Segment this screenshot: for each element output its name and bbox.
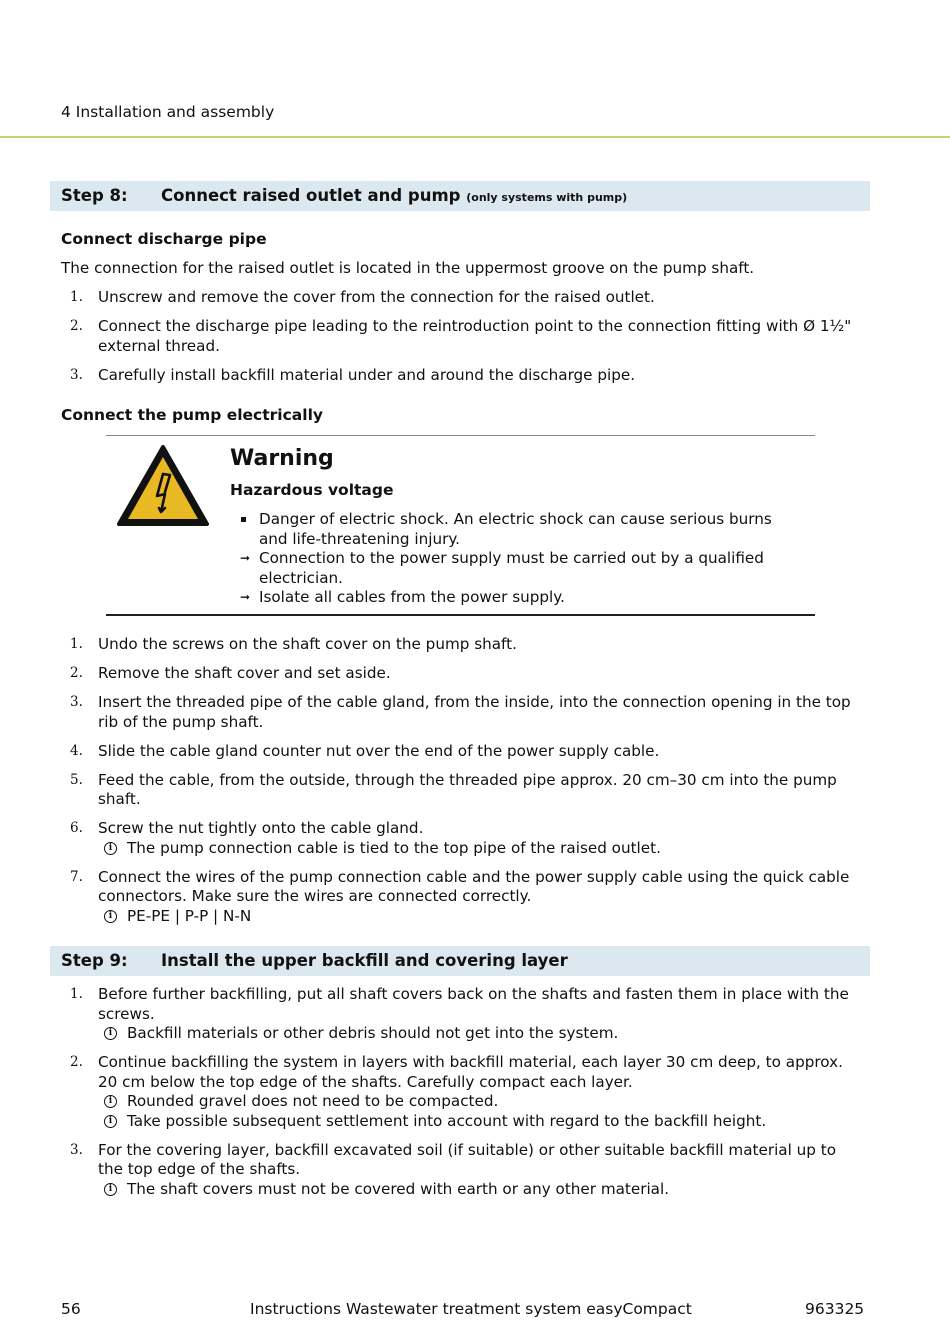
list-item-number: 3. bbox=[70, 694, 83, 710]
info-note bbox=[98, 1092, 861, 1112]
list-item-number: 1. bbox=[70, 289, 83, 305]
header-divider bbox=[0, 136, 950, 138]
warning-top-rule bbox=[106, 435, 815, 436]
list-item-number: 2. bbox=[70, 318, 83, 334]
warning-item-text: Isolate all cables from the power supply. bbox=[259, 588, 565, 606]
list-item-number: 3. bbox=[70, 366, 83, 383]
warning-items bbox=[240, 510, 800, 608]
step-8-title-text: Connect raised outlet and pump bbox=[161, 186, 461, 205]
info-icon: i bbox=[104, 910, 117, 923]
list-item-text: Continue backfilling the system in layers with backfill material, each layer 30 cm deep, to approx. 20 cm below the top edge of the shafts. Carefully compact each layer. bbox=[98, 1053, 843, 1091]
list-item-text: Slide the cable gland counter nut over the end of the power supply cable. bbox=[98, 741, 660, 760]
warning-item-text: Danger of electric shock. An electric shock can cause serious burns and life-threatening injury. bbox=[259, 510, 772, 548]
list-item bbox=[61, 819, 861, 858]
step-8-title bbox=[161, 186, 627, 208]
step-9-number: Step 9: bbox=[61, 951, 128, 970]
discharge-heading: Connect discharge pipe bbox=[61, 230, 267, 248]
list-item-text: Remove the shaft cover and set aside. bbox=[98, 664, 391, 682]
arrow-right-icon: ➞ bbox=[240, 551, 251, 565]
step-8-title-note: (only systems with pump) bbox=[466, 191, 628, 204]
list-item-number: 4. bbox=[70, 742, 83, 759]
list-item-number: 2. bbox=[70, 665, 83, 681]
electrical-heading: Connect the pump electrically bbox=[61, 406, 323, 424]
info-note-text: The shaft covers must not be covered with earth or any other material. bbox=[127, 1179, 670, 1198]
info-note-text: PE-PE | P-P | N-N bbox=[127, 906, 252, 925]
info-note bbox=[98, 1024, 861, 1044]
warning-item bbox=[240, 510, 800, 549]
list-item-text: Feed the cable, from the outside, through the threaded pipe approx. 20 cm–30 cm into the pump shaft. bbox=[98, 770, 837, 808]
list-item-number: 2. bbox=[70, 1054, 83, 1070]
list-item-number: 6. bbox=[70, 820, 83, 836]
list-item-number: 1. bbox=[70, 636, 83, 652]
list-item bbox=[61, 868, 861, 927]
warning-bottom-rule bbox=[106, 614, 815, 616]
list-item-text: Insert the threaded pipe of the cable gland, from the inside, into the connection opening in the top rib of the pump shaft. bbox=[98, 693, 851, 731]
document-title: Instructions Wastewater treatment system easyCompact bbox=[250, 1300, 692, 1318]
list-item-text: Before further backfilling, put all shaft covers back on the shafts and fasten them in place with the screws. bbox=[98, 985, 849, 1023]
list-item bbox=[61, 288, 861, 308]
info-icon: i bbox=[104, 1183, 117, 1196]
list-item-number: 1. bbox=[70, 986, 83, 1002]
list-item-text: For the covering layer, backfill excavated soil (if suitable) or other suitable backfill material up to the top edge of the shafts. bbox=[98, 1140, 836, 1178]
list-item-number: 5. bbox=[70, 771, 83, 788]
step-8-number: Step 8: bbox=[61, 186, 128, 205]
discharge-intro: The connection for the raised outlet is located in the uppermost groove on the pump shaft. bbox=[61, 259, 755, 277]
document-number: 963325 bbox=[805, 1300, 865, 1318]
list-item-text: Unscrew and remove the cover from the connection for the raised outlet. bbox=[98, 288, 655, 306]
info-icon: i bbox=[104, 1027, 117, 1040]
arrow-right-icon: ➞ bbox=[240, 590, 251, 604]
bullet-square-icon bbox=[241, 517, 246, 522]
list-item bbox=[61, 1141, 861, 1200]
list-item bbox=[61, 693, 861, 732]
list-item-text: Carefully install backfill material under and around the discharge pipe. bbox=[98, 365, 636, 384]
list-item bbox=[61, 635, 861, 655]
electrical-steps bbox=[61, 635, 861, 936]
info-icon: i bbox=[104, 1115, 117, 1128]
list-item-number: 3. bbox=[70, 1141, 83, 1158]
list-item bbox=[61, 366, 861, 386]
warning-item bbox=[240, 588, 800, 608]
warning-title: Warning bbox=[230, 446, 334, 471]
list-item bbox=[61, 317, 861, 356]
list-item bbox=[61, 771, 861, 810]
list-item-text: Connect the discharge pipe leading to the reintroduction point to the connection fitting with Ø 1½" external thread. bbox=[98, 317, 852, 355]
info-note-text: Rounded gravel does not need to be compacted. bbox=[127, 1092, 499, 1110]
info-note-text: Take possible subsequent settlement into account with regard to the backfill height. bbox=[127, 1111, 767, 1130]
list-item-text: Connect the wires of the pump connection cable and the power supply cable using the quick cable connectors. Make sure the wires are connected correctly. bbox=[98, 867, 850, 905]
info-note bbox=[98, 907, 861, 927]
list-item-text: Screw the nut tightly onto the cable gland. bbox=[98, 819, 424, 837]
list-item bbox=[61, 742, 861, 762]
info-note bbox=[98, 839, 861, 859]
step-9-steps bbox=[61, 985, 861, 1209]
electric-hazard-icon bbox=[116, 444, 210, 528]
list-item-number: 7. bbox=[70, 868, 83, 885]
info-note-text: The pump connection cable is tied to the top pipe of the raised outlet. bbox=[127, 838, 661, 857]
section-header: 4 Installation and assembly bbox=[61, 103, 275, 121]
page-number: 56 bbox=[61, 1300, 81, 1318]
step-9-bar bbox=[50, 946, 870, 976]
warning-item-text: Connection to the power supply must be carried out by a qualified electrician. bbox=[259, 549, 764, 587]
step-9-title: Install the upper backfill and covering layer bbox=[161, 951, 568, 970]
info-icon: i bbox=[104, 1095, 117, 1108]
list-item bbox=[61, 1053, 861, 1131]
list-item bbox=[61, 664, 861, 684]
info-note bbox=[98, 1112, 861, 1132]
warning-subtitle: Hazardous voltage bbox=[230, 481, 394, 499]
info-note bbox=[98, 1180, 861, 1200]
info-note-text: Backfill materials or other debris should not get into the system. bbox=[127, 1024, 619, 1042]
list-item bbox=[61, 985, 861, 1044]
list-item-text: Undo the screws on the shaft cover on the pump shaft. bbox=[98, 635, 517, 653]
info-icon: i bbox=[104, 842, 117, 855]
warning-item bbox=[240, 549, 800, 588]
step-8-bar bbox=[50, 181, 870, 211]
discharge-steps bbox=[61, 288, 861, 395]
